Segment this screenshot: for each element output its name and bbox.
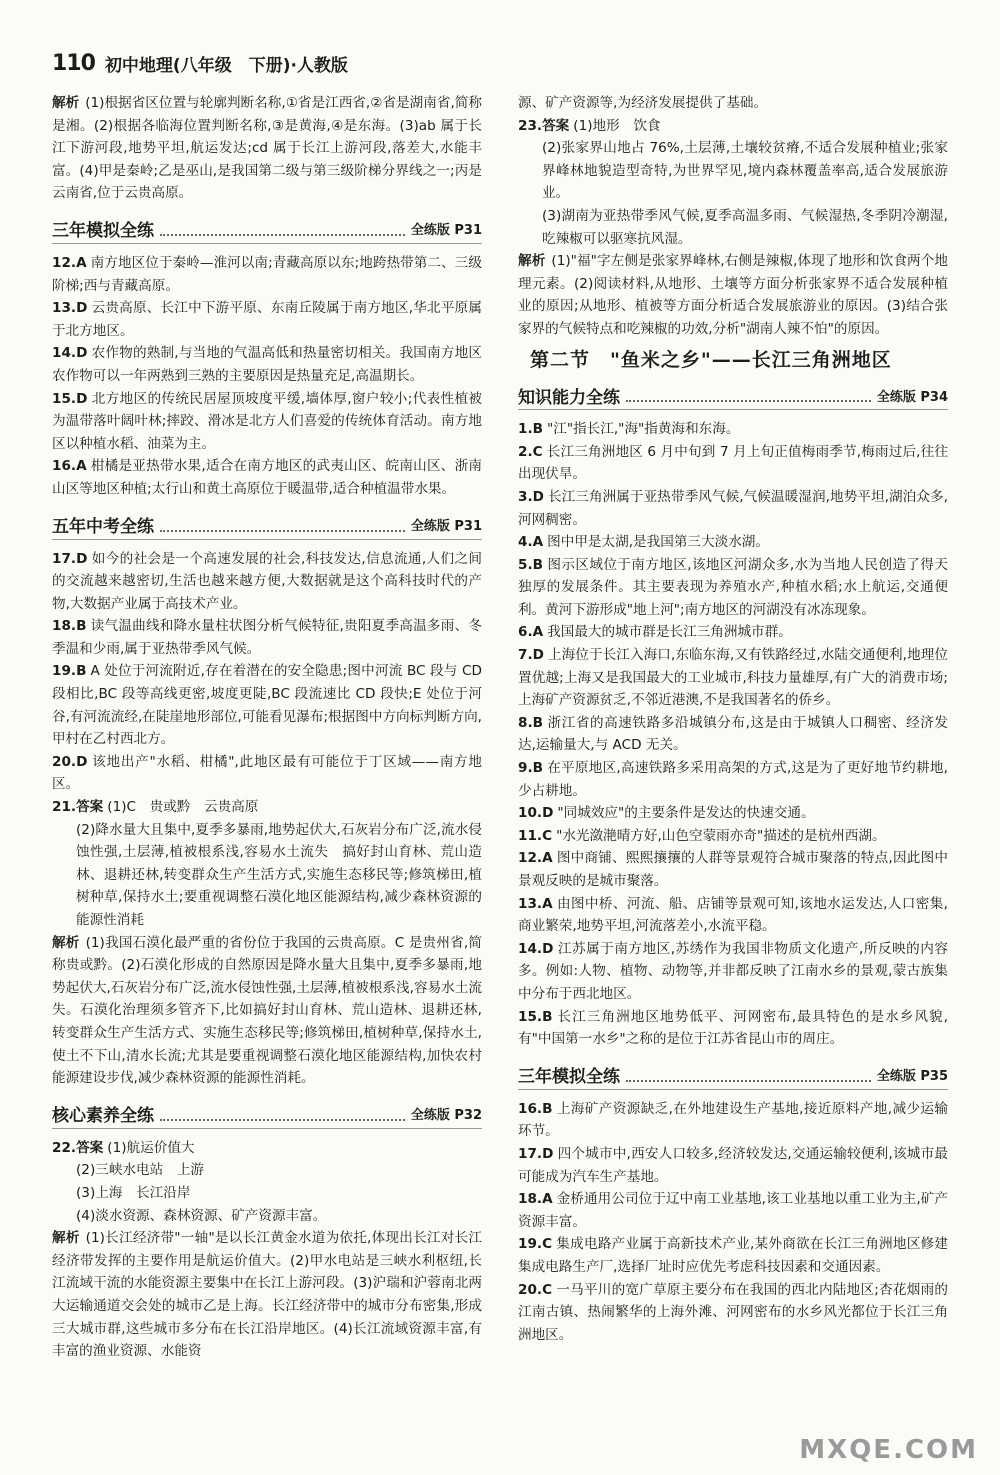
section-heading	[518, 381, 948, 410]
answer-number: 14.D	[52, 345, 88, 362]
answer-item	[518, 137, 948, 205]
answer-item	[52, 1205, 482, 1228]
answer-number: 16.B	[518, 1100, 553, 1117]
answer-item	[518, 441, 948, 486]
answer-text: 由图中桥、河流、船、店铺等景观可知,该地水运发达,人口密集,商业繁荣,地势平坦,河流落差小,水流平稳。	[518, 895, 948, 935]
answer-number: 8.B	[518, 714, 543, 731]
answer-number: 1.B	[518, 421, 543, 438]
answer-text: 图中甲是太湖,是我国第三大淡水湖。	[547, 534, 769, 551]
section-divider	[160, 234, 405, 236]
answer-item	[518, 250, 948, 340]
section-title: 核心素养全练	[52, 1105, 160, 1128]
section-title: 三年模拟全练	[52, 220, 160, 243]
answer-item	[52, 796, 482, 819]
answer-text: (1)长江经济带"一轴"是以长江黄金水道为依托,体现出长江对长江经济带发挥的主要作用是航运价值大。(2)甲水电站是三峡水利枢纽,长江流域干流的水能资源主要集中在长江上游河段。(3)沪瑞和沪蓉南北两大运输通道交会处的城市乙是上海。长江经济带中的城市分布密集,形成三大城市群,这些城市多分布在长江沿岸地区。(4)长江流域资源丰富,有丰富的渔业资源、水能资	[52, 1230, 483, 1360]
answer-text: 浙江省的高速铁路多沿城镇分布,这是由于城镇人口稠密、经济发达,运输量大,与 ACD 无关。	[518, 714, 948, 754]
answer-item	[52, 615, 482, 660]
answer-text: (2)三峡水电站 上游	[76, 1162, 205, 1179]
answer-item	[518, 644, 948, 712]
answer-item	[518, 893, 948, 938]
answer-text: "同城效应"的主要条件是发达的快速交通。	[557, 805, 815, 822]
answer-text: (1)航运价值大	[107, 1139, 195, 1156]
answer-number: 3.D	[518, 488, 544, 505]
section-title: 三年模拟全练	[518, 1066, 626, 1089]
answer-text: 四个城市中,西安人口较多,经济较发达,交通运输较便利,该城市最可能成为汽车生产基地。	[518, 1145, 948, 1185]
answer-item	[52, 932, 482, 1090]
answer-item	[52, 388, 482, 456]
section-page-ref: 全练版 P32	[410, 1108, 482, 1124]
answer-text: "水光潋滟晴方好,山色空蒙雨亦奇"描述的是杭州西湖。	[556, 827, 886, 844]
answer-number: 19.C	[518, 1236, 553, 1253]
answer-number: 12.A	[518, 850, 553, 867]
section-divider	[160, 1119, 405, 1121]
answer-text: (3)上海 长江沿岸	[76, 1184, 191, 1201]
watermark-logo: MXQE.COM	[799, 1435, 978, 1465]
answer-text: 长江三角洲属于亚热带季风气候,气候温暖湿润,地势平坦,湖泊众多,河网稠密。	[518, 488, 948, 528]
answer-item	[518, 1188, 948, 1233]
answer-number: 18.B	[52, 618, 87, 635]
answer-text: (4)淡水资源、森林资源、矿产资源丰富。	[76, 1207, 327, 1224]
answer-number: 14.D	[518, 940, 554, 957]
answer-number: 6.A	[518, 624, 544, 641]
section-divider	[626, 400, 871, 402]
answer-text: 云贵高原、长江中下游平原、东南丘陵属于南方地区,华北平原属于北方地区。	[52, 300, 482, 339]
section-divider	[160, 530, 405, 532]
answer-item	[518, 486, 948, 531]
answer-text: 一马平川的宽广草原主要分布在我国的西北内陆地区;杏花烟雨的江南古镇、热闹繁华的上海外滩、河网密布的水乡风光都位于长江三角洲地区。	[518, 1281, 948, 1343]
answer-number: 15.B	[518, 1008, 553, 1025]
answer-text: 金桥通用公司位于辽中南工业基地,该工业基地以重工业为主,矿产资源丰富。	[518, 1191, 948, 1230]
answer-number: 17.D	[52, 550, 88, 567]
answer-number: 21.答案	[52, 799, 104, 816]
section-page-ref: 全练版 P34	[876, 389, 948, 405]
answer-item	[52, 342, 482, 387]
answer-number: 22.答案	[52, 1139, 104, 1156]
answer-text: 北方地区的传统民居屋顶坡度平缓,墙体厚,窗户较小;代表性植被为温带落叶阔叶林;摔跤、滑冰是北方人们喜爱的传统体育活动。南方地区以种植水稻、油菜为主。	[52, 390, 482, 452]
answer-text: 长江三角洲地区 6 月中旬到 7 月上旬正值梅雨季节,梅雨过后,往往出现伏旱。	[518, 443, 948, 483]
analysis-label: 解析	[52, 934, 80, 951]
book-title: 初中地理(八年级 下册)·人教版	[104, 55, 348, 76]
answer-item	[518, 1006, 948, 1051]
answer-item	[518, 1233, 948, 1278]
answer-item	[518, 418, 948, 441]
answer-item	[518, 621, 948, 644]
answer-item	[518, 554, 948, 622]
answer-text: (1)"福"字左侧是张家界峰林,右侧是辣椒,体现了地形和饮食两个地理元素。(2)阅读材料,从地形、土壤等方面分析张家界不适合发展种植业的原因;从地形、植被等方面分析适合发展旅游业的原因。(3)结合张家界的气候特点和吃辣椒的功效,分析"湖南人辣不怕"的原因。	[518, 253, 949, 337]
answer-item	[52, 548, 482, 616]
answer-number: 20.D	[52, 753, 88, 770]
answer-text: (3)湖南为亚热带季风气候,夏季高温多雨、气候湿热,冬季阴冷潮湿,吃辣椒可以驱寒抗风湿。	[542, 207, 948, 247]
analysis-label: 解析	[52, 1230, 80, 1247]
answer-item	[518, 115, 948, 138]
answer-number: 11.C	[518, 827, 553, 844]
answer-text: 我国最大的城市群是长江三角洲城市群。	[547, 624, 792, 641]
answer-number: 15.D	[52, 390, 88, 407]
answer-number: 17.D	[518, 1145, 554, 1162]
answer-number: 2.C	[518, 443, 543, 460]
answer-item	[518, 205, 948, 250]
answer-text: 南方地区位于秦岭—淮河以南;青藏高原以东;地跨热带第二、三级阶梯;西与青藏高原。	[52, 254, 482, 294]
answer-text: "江"指长江,"海"指黄海和东海。	[546, 421, 740, 438]
answer-item	[518, 757, 948, 802]
answer-item	[52, 297, 482, 342]
answer-text: 江苏属于南方地区,苏绣作为我国非物质文化遗产,所反映的内容多。例如:人物、植物、动物等,并非都反映了江南水乡的景观,蒙古族集中分布于西北地区。	[518, 940, 948, 1002]
answer-number: 4.A	[518, 534, 544, 551]
answer-number: 7.D	[518, 647, 544, 664]
answer-text: 长江三角洲地区地势低平、河网密布,最具特色的是水乡风貌,有"中国第一水乡"之称的是位于江苏省昆山市的周庄。	[518, 1008, 948, 1048]
answer-item	[52, 1159, 482, 1182]
answer-text: 柑橘是亚热带水果,适合在南方地区的武夷山区、皖南山区、浙南山区等地区种植;太行山和黄土高原位于暖温带,适合种植温带水果。	[52, 458, 482, 497]
answer-item	[52, 660, 482, 750]
answer-text: 源、矿产资源等,为经济发展提供了基础。	[518, 95, 768, 111]
analysis-label: 解析	[518, 253, 546, 270]
section-page-ref: 全练版 P35	[876, 1069, 948, 1085]
answer-item	[52, 92, 482, 205]
section-heading	[518, 1061, 948, 1090]
left-column	[52, 92, 482, 1363]
answer-item	[52, 455, 482, 500]
analysis-label: 解析	[52, 95, 80, 111]
answer-text: 在平原地区,高速铁路多采用高架的方式,这是为了更好地节约耕地,少占耕地。	[518, 760, 948, 799]
section-heading	[52, 215, 482, 244]
answer-item	[52, 751, 482, 796]
answer-text: 农作物的熟制,与当地的气温高低和热量密切相关。我国南方地区农作物可以一年两熟到三熟的主要原因是热量充足,高温期长。	[52, 345, 482, 384]
answer-item	[518, 1098, 948, 1143]
answer-item	[518, 802, 948, 825]
right-column	[518, 92, 948, 1346]
answer-number: 5.B	[518, 556, 543, 573]
answer-item	[518, 1143, 948, 1188]
page-header	[52, 46, 348, 80]
answer-text: 图中商铺、熙熙攘攘的人群等景观符合城市聚落的特点,因此图中景观反映的是城市聚落。	[518, 850, 948, 889]
section-page-ref: 全练版 P31	[410, 223, 482, 239]
answer-text: 上海位于长江入海口,东临东海,又有铁路经过,水陆交通便利,地理位置优越;上海又是我国最大的工业城市,科技力量雄厚,有广大的消费市场;上海矿产资源贫乏,不邻近港澳,不是我国著名的侨乡。	[518, 647, 948, 709]
page-number: 110	[52, 50, 95, 76]
answer-item	[52, 1137, 482, 1160]
answer-text: (1)根据省区位置与轮廓判断名称,①省是江西省,②省是湖南省,简称是湘。(2)根据各临海位置判断名称,③是黄海,④是东海。(3)ab 属于长江下游河段,地势平坦,航运发达;cd 属于长江上游河段,落差大,水能丰富。(4)甲是秦岭;乙是巫山,是我国第二级与第三级阶梯分界线之一;丙是云南省,位于云贵高原。	[52, 95, 483, 202]
answer-text: 该地出产"水稻、柑橘",此地区最有可能位于丁区域——南方地区。	[52, 753, 482, 793]
answer-item	[518, 1279, 948, 1347]
answer-item	[52, 252, 482, 297]
answer-item	[518, 531, 948, 554]
answer-item	[52, 1182, 482, 1205]
section-heading	[52, 1100, 482, 1129]
answer-number: 10.D	[518, 805, 554, 822]
answer-text: A 处位于河流附近,存在着潜在的安全隐患;图中河流 BC 段与 CD 段相比,BC 段等高线更密,坡度更陡,BC 段流速比 CD 段快;E 处位于河谷,有河流流经,在陡崖地形部位,可能看见瀑布;根据图中方向标判断方向,甲村在乙村西北方。	[52, 663, 482, 748]
answer-text: (1)C 贵或黔 云贵高原	[107, 799, 259, 816]
section-title: 知识能力全练	[518, 387, 626, 410]
answer-text: (1)我国石漠化最严重的省份位于我国的云贵高原。C 是贵州省,简称贵或黔。(2)石漠化形成的自然原因是降水量大且集中,夏季多暴雨,地势起伏大,石灰岩分布广泛,流水侵蚀性强,土层薄,植被根系浅,容易水土流失。石漠化治理须多管齐下,比如搞好封山育林、荒山造林、退耕还林,转变群众生产生活方式、实施生态移民等;修筑梯田,植树种草,保持水土,使土不下山,清水长流;尤其是要重视调整石漠化地区能源结构,加快农村能源建设步伐,减少森林资源的能源性消耗。	[52, 934, 483, 1087]
answer-text: 读气温曲线和降水量柱状图分析气候特征,贵阳夏季高温多雨、冬季温和少雨,属于亚热带季风气候。	[52, 618, 482, 657]
answer-text: 集成电路产业属于高新技术产业,某外商欲在长江三角洲地区修建集成电路生产厂,选择厂址时应优先考虑科技因素和交通因素。	[518, 1236, 948, 1275]
answer-item	[52, 1227, 482, 1363]
answer-text: (1)地形 饮食	[573, 117, 661, 134]
answer-text: (2)降水量大且集中,夏季多暴雨,地势起伏大,石灰岩分布广泛,流水侵蚀性强,土层薄,植被根系浅,容易水土流失 搞好封山育林、荒山造林、退耕还林,转变群众生产生活方式,实施生态移民等;修筑梯田,植树种草,保持水土;要重视调整石漠化地区能源结构,减少森林资源的能源性消耗	[76, 821, 482, 928]
section-heading	[52, 511, 482, 540]
answer-item	[52, 819, 482, 932]
answer-number: 13.A	[518, 895, 553, 912]
answer-number: 13.D	[52, 300, 88, 317]
answer-number: 19.B	[52, 663, 87, 680]
answer-item	[518, 825, 948, 848]
section-divider	[626, 1080, 871, 1082]
answer-text: 如今的社会是一个高速发展的社会,科技发达,信息流通,人们之间的交流越来越密切,生活也越来越方便,大数据就是这个高科技时代的产物,大数据产业属于高技术产业。	[52, 550, 482, 612]
chapter-title: 第二节 "鱼米之乡"——长江三角洲地区	[530, 348, 892, 371]
answer-item	[518, 712, 948, 757]
answer-number: 9.B	[518, 760, 543, 777]
answer-text: 上海矿产资源缺乏,在外地建设生产基地,接近原料产地,减少运输环节。	[518, 1100, 948, 1140]
section-title: 五年中考全练	[52, 516, 160, 539]
answer-text: (2)张家界山地占 76%,土层薄,土壤较贫瘠,不适合发展种植业;张家界峰林地貌造型奇特,为世界罕见,境内森林覆盖率高,适合发展旅游业。	[542, 140, 948, 202]
answer-number: 18.A	[518, 1191, 553, 1208]
answer-number: 23.答案	[518, 117, 570, 134]
answer-number: 20.C	[518, 1281, 553, 1298]
section-page-ref: 全练版 P31	[410, 518, 482, 534]
answer-number: 16.A	[52, 458, 87, 475]
answer-number: 12.A	[52, 254, 87, 271]
answer-item	[518, 847, 948, 892]
answer-item	[518, 938, 948, 1006]
answer-item	[518, 92, 948, 115]
answer-text: 图示区域位于南方地区,该地区河湖众多,水为当地人民创造了得天独厚的发展条件。其主要表现为养殖水产,种植水稻;水上航运,交通便利。黄河下游形成"地上河";南方地区的河湖没有冰冻现象。	[518, 556, 948, 618]
